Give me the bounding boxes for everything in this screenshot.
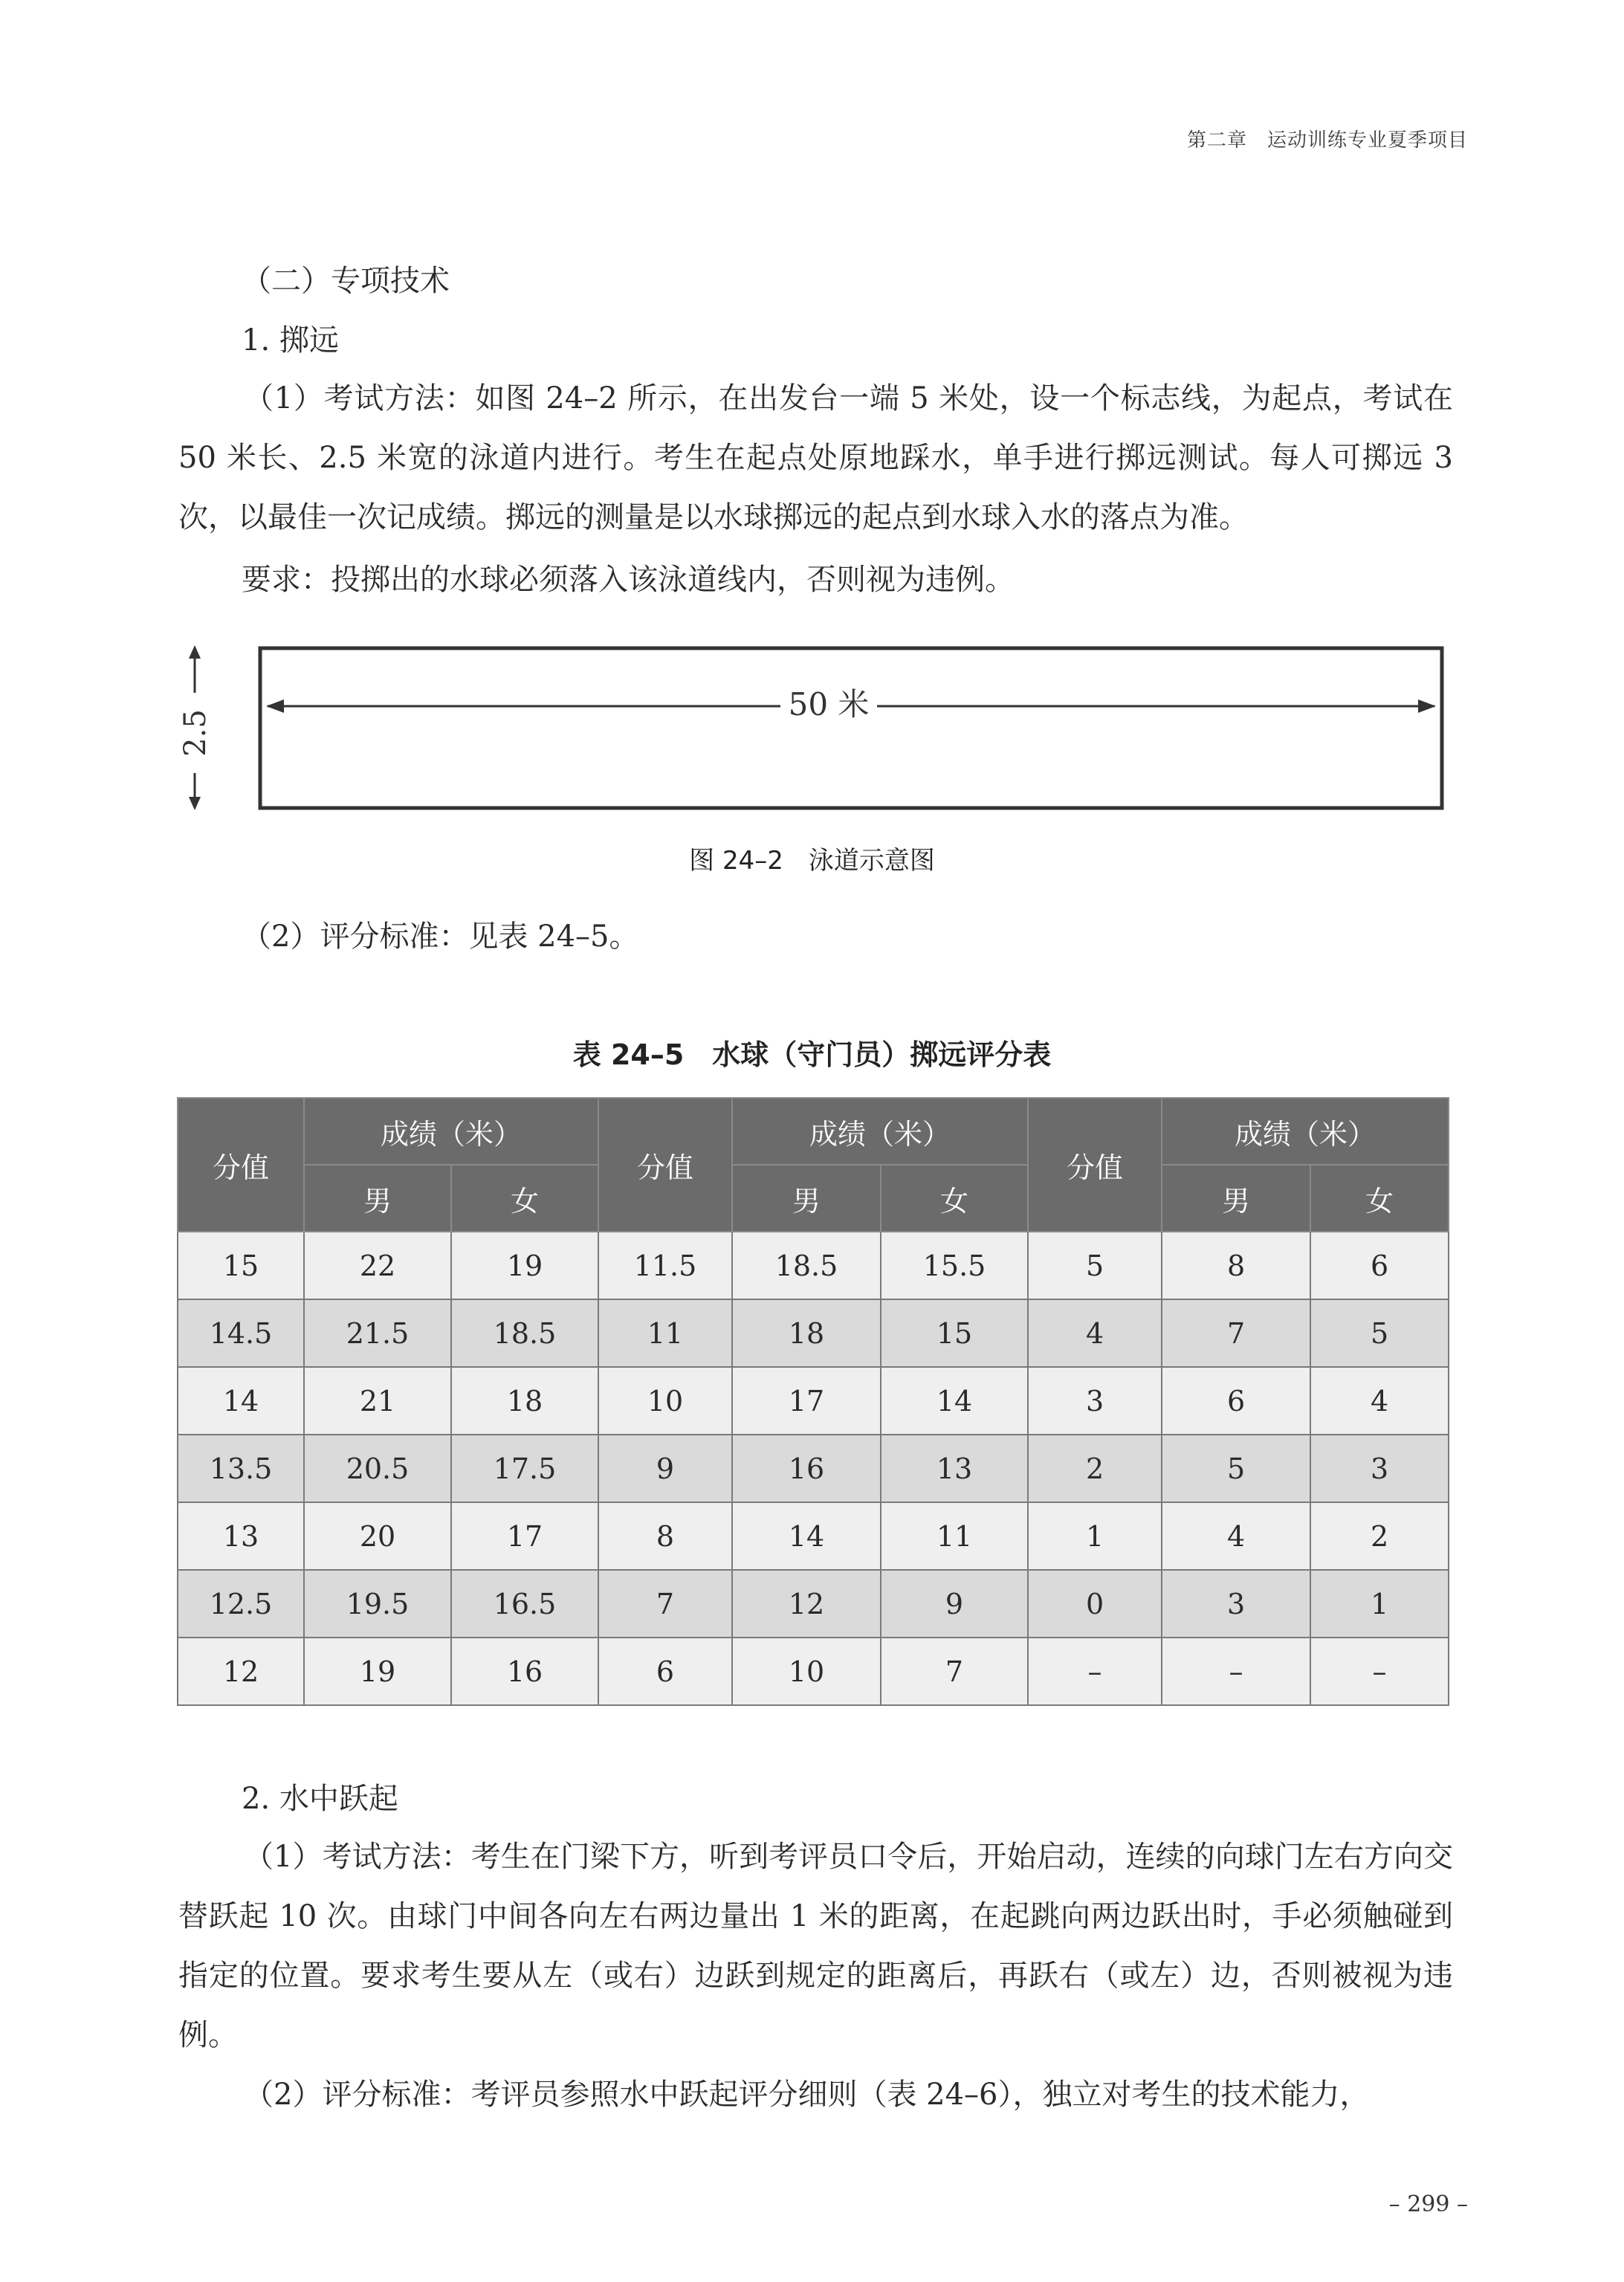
table-cell: 4	[1310, 1367, 1449, 1435]
table-row	[178, 1232, 1449, 1299]
table-cell: 8	[1162, 1232, 1310, 1299]
result-column-header: 成绩（米）	[1162, 1098, 1449, 1165]
table-cell: 17.5	[451, 1435, 598, 1502]
table-cell: 3	[1310, 1435, 1449, 1502]
table-cell: 2	[1028, 1435, 1162, 1502]
table-cell: 14.5	[178, 1299, 304, 1367]
table-cell: 21.5	[304, 1299, 451, 1367]
table-cell: 13	[881, 1435, 1028, 1502]
item1-scoring-reference: （2）评分标准：见表 24–5。	[242, 919, 639, 954]
table-cell: 18.5	[451, 1299, 598, 1367]
score-column-header: 分值	[1028, 1098, 1162, 1232]
table-cell: 6	[1162, 1367, 1310, 1435]
item1-method-paragraph: （1）考试方法：如图 24–2 所示，在出发台一端 5 米处，设一个标志线，为起点，考试在 50 米长、2.5 米宽的泳道内进行。考生在起点处原地踩水，单手进行掷远测试。每人可掷远 3 次，以最佳一次记成绩。掷远的测量是以水球掷远的起点到水球入水的落点为准。	[178, 381, 1453, 534]
table-cell: 19.5	[304, 1570, 451, 1638]
table-cell: 13.5	[178, 1435, 304, 1502]
table-row	[178, 1502, 1449, 1570]
table-row	[178, 1435, 1449, 1502]
table-cell: –	[1310, 1638, 1449, 1705]
item2-title: 2. 水中跃起	[242, 1782, 398, 1816]
female-column-header: 女	[881, 1165, 1028, 1232]
table-cell: 14	[732, 1502, 881, 1570]
male-column-header: 男	[304, 1165, 451, 1232]
score-table-body	[178, 1232, 1449, 1705]
table-cell: 1	[1028, 1502, 1162, 1570]
table-row	[178, 1367, 1449, 1435]
table-cell: 16	[451, 1638, 598, 1705]
table-cell: 19	[304, 1638, 451, 1705]
table-cell: 6	[1310, 1232, 1449, 1299]
table-cell: 21	[304, 1367, 451, 1435]
table-cell: 2	[1310, 1502, 1449, 1570]
table-cell: 6	[598, 1638, 732, 1705]
table-cell: 17	[451, 1502, 598, 1570]
item2-method-paragraph: （1）考试方法：考生在门梁下方，听到考评员口令后，开始启动，连续的向球门左右方向交替跃起 10 次。由球门中间各向左右两边量出 1 米的距离，在起跳向两边跃出时，手必须触碰到指定的位置。要求考生要从左（或右）边跃到规定的距离后，再跃右（或左）边，否则被视为违例。	[178, 1840, 1453, 2052]
table-cell: 9	[881, 1570, 1028, 1638]
table-cell: 14	[178, 1367, 304, 1435]
table-cell: 11	[598, 1299, 732, 1367]
table-cell: 22	[304, 1232, 451, 1299]
table-cell: 16.5	[451, 1570, 598, 1638]
table-cell: 17	[732, 1367, 881, 1435]
female-column-header: 女	[451, 1165, 598, 1232]
female-column-header: 女	[1310, 1165, 1449, 1232]
table-cell: 18	[732, 1299, 881, 1367]
table-cell: 5	[1310, 1299, 1449, 1367]
table-cell: 13	[178, 1502, 304, 1570]
table-cell: 12	[732, 1570, 881, 1638]
table-row	[178, 1299, 1449, 1367]
width-label: 2.5	[178, 709, 213, 757]
table-cell: 10	[598, 1367, 732, 1435]
table-cell: 7	[598, 1570, 732, 1638]
width-arrowhead-top	[189, 645, 201, 659]
swim-lane-diagram	[164, 632, 1472, 825]
male-column-header: 男	[732, 1165, 881, 1232]
table-cell: 20.5	[304, 1435, 451, 1502]
section-heading: （二）专项技术	[242, 264, 450, 298]
table-cell: 15	[178, 1232, 304, 1299]
table-cell: 15	[881, 1299, 1028, 1367]
table-cell: 0	[1028, 1570, 1162, 1638]
table-cell: –	[1028, 1638, 1162, 1705]
table-cell: 18	[451, 1367, 598, 1435]
table-cell: 9	[598, 1435, 732, 1502]
width-arrowhead-bottom	[189, 797, 201, 810]
table-row	[178, 1570, 1449, 1638]
table-cell: 8	[598, 1502, 732, 1570]
table-cell: 15.5	[881, 1232, 1028, 1299]
score-column-header: 分值	[598, 1098, 732, 1232]
table-cell: 5	[1162, 1435, 1310, 1502]
table-cell: 3	[1028, 1367, 1162, 1435]
result-column-header: 成绩（米）	[304, 1098, 598, 1165]
table-cell: 4	[1028, 1299, 1162, 1367]
running-head: 第二章 运动训练专业夏季项目	[1186, 129, 1468, 152]
length-label: 50 米	[788, 686, 870, 723]
item1-title: 1. 掷远	[242, 323, 339, 358]
table-cell: 7	[1162, 1299, 1310, 1367]
table-cell: 14	[881, 1367, 1028, 1435]
table-cell: 11	[881, 1502, 1028, 1570]
table-cell: 12	[178, 1638, 304, 1705]
table-header-row	[178, 1098, 1449, 1165]
table-cell: 7	[881, 1638, 1028, 1705]
figure-caption: 图 24–2 泳道示意图	[689, 846, 935, 876]
table-cell: 5	[1028, 1232, 1162, 1299]
table-cell: 3	[1162, 1570, 1310, 1638]
table-cell: 16	[732, 1435, 881, 1502]
table-cell: 4	[1162, 1502, 1310, 1570]
male-column-header: 男	[1162, 1165, 1310, 1232]
table-subheader-row	[178, 1165, 1449, 1232]
table-cell: 10	[732, 1638, 881, 1705]
table-caption: 表 24–5 水球（守门员）掷远评分表	[572, 1038, 1052, 1071]
item2-scoring-paragraph: （2）评分标准：考评员参照水中跃起评分细则（表 24–6），独立对考生的技术能力，	[244, 2078, 1370, 2112]
table-cell: 12.5	[178, 1570, 304, 1638]
table-cell: 1	[1310, 1570, 1449, 1638]
page-number: – 299 –	[1388, 2191, 1468, 2217]
score-column-header: 分值	[178, 1098, 304, 1232]
item1-requirement: 要求：投掷出的水球必须落入该泳道线内，否则视为违例。	[242, 563, 1015, 597]
table-cell: 11.5	[598, 1232, 732, 1299]
table-cell: 18.5	[732, 1232, 881, 1299]
lane-rectangle	[260, 648, 1442, 808]
table-row	[178, 1638, 1449, 1705]
table-cell: –	[1162, 1638, 1310, 1705]
score-table	[177, 1097, 1449, 1706]
table-cell: 19	[451, 1232, 598, 1299]
table-cell: 20	[304, 1502, 451, 1570]
result-column-header: 成绩（米）	[732, 1098, 1028, 1165]
